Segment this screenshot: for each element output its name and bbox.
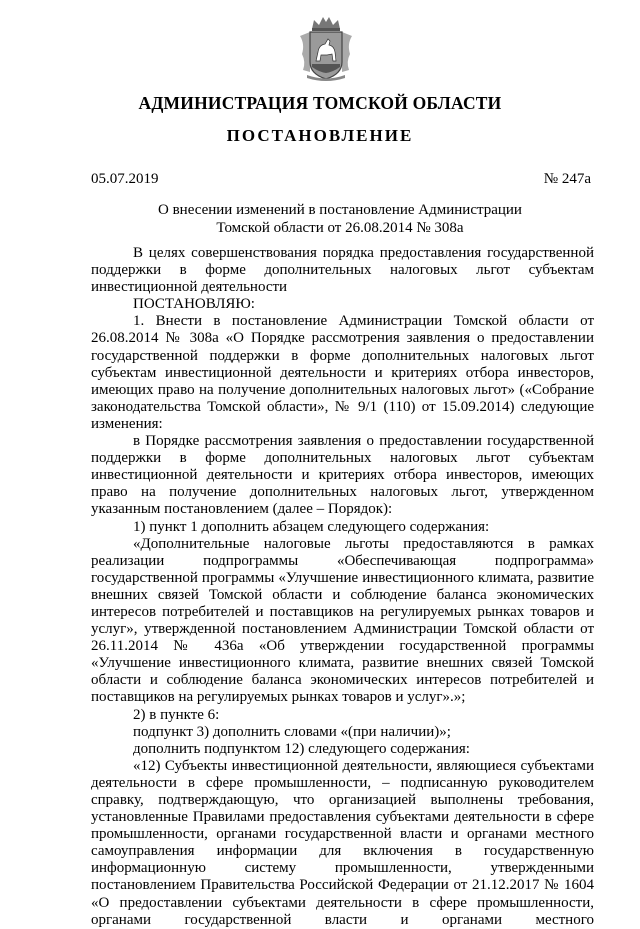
paragraph: «Дополнительные налоговые льготы предоставляются в рамках реализации подпрограммы «Обеспечивающая подпрограмма» государственной программы «Улучшение инвестиционного климата, развитие внешних связей Томской области и соблюдение баланса экономических интересов потребителей и поставщиков на регулируемых рынках товаров и услуг», утвержденной постановлением Администрации Томской области от 26.11.2014 № 436а «Об утверждении государственной программы «Улучшение инвестиционного климата, развитие внешних связей Томской области и соблюдение баланса экономических интересов потребителей и поставщиков на регулируемых рынках товаров и услуг».»;: [91, 535, 594, 706]
document-number: № 247а: [543, 171, 591, 187]
document-subject: [0, 201, 640, 237]
paragraph: В целях совершенствования порядка предоставления государственной поддержки в форме дополнительных налоговых льгот субъектам инвестиционной деятельности: [91, 245, 594, 296]
paragraph: «12) Субъекты инвестиционной деятельности, являющиеся субъектами деятельности в сфере промышленности, – подписанную руководителем справку, подтверждающую, что организацией выполнены требования, установленные Правилами предоставления субъектами деятельности в сфере промышленности, органами государственной власти и органами местного самоуправления информации для включения в государственную информационную систему промышленности, утвержденными постановлением Правительства Российской Федерации от 21.12.2017 № 1604 «О предоставлении субъектами деятельности в сфере промышленности, органами государственной власти и органами местного: [91, 757, 594, 928]
paragraph: в Порядке рассмотрения заявления о предоставлении государственной поддержки в форме дополнительных налоговых льгот субъектам инвестиционной деятельности и критериях отбора инвесторов, имеющих право на получение дополнительных налоговых льгот, утвержденном указанным постановлением (далее – Порядок):: [91, 433, 594, 518]
document-date: 05.07.2019: [91, 171, 159, 187]
paragraph: дополнить подпунктом 12) следующего содержания:: [133, 740, 470, 757]
paragraph: ПОСТАНОВЛЯЮ:: [133, 296, 255, 313]
document-body: [91, 245, 594, 929]
organization-name: АДМИНИСТРАЦИЯ ТОМСКОЙ ОБЛАСТИ: [138, 93, 502, 113]
paragraph: 2) в пункте 6:: [133, 706, 220, 723]
paragraph: 1. Внести в постановление Администрации Томской области от 26.08.2014 № 308а «О Порядке рассмотрения заявления о предоставлении государственной поддержки в форме дополнительных налоговых льгот субъектам инвестиционной деятельности и критериях отбора инвесторов, имеющих право на получение дополнительных налоговых льгот» («Собрание законодательства Томской области», № 9/1 (110) от 15.09.2014) следующие изменения:: [91, 313, 594, 432]
paragraph: подпункт 3) дополнить словами «(при наличии)»;: [133, 723, 451, 740]
document-type: ПОСТАНОВЛЕНИЕ: [226, 126, 414, 145]
subject-line: О внесении изменений в постановление Администрации: [158, 202, 522, 218]
coat-of-arms-icon: [297, 14, 355, 82]
subject-line: Томской области от 26.08.2014 № 308а: [216, 220, 464, 236]
paragraph: 1) пункт 1 дополнить абзацем следующего содержания:: [133, 518, 490, 535]
